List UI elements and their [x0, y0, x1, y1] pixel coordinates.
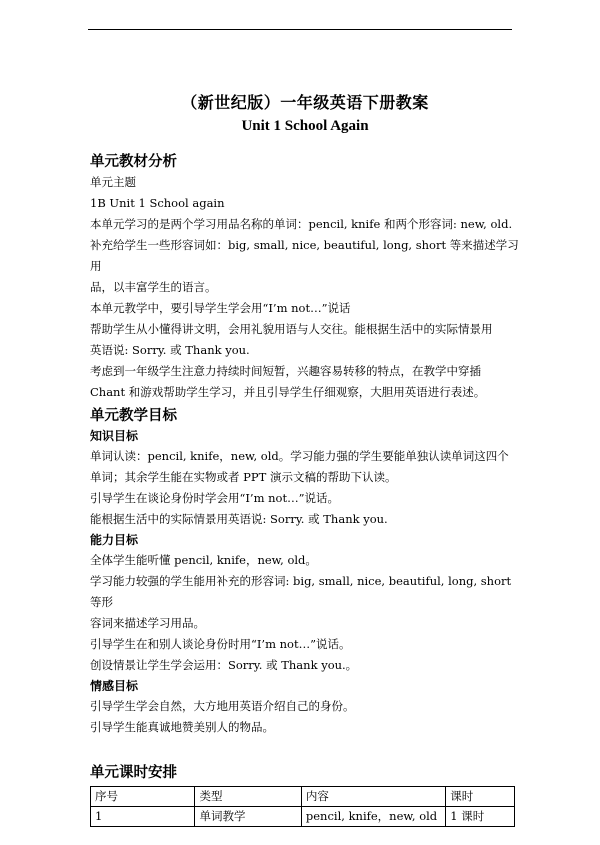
paragraph-line: 单词；其余学生能在实物或者 PPT 演示文稿的帮助下认读。	[90, 470, 397, 484]
table-cell: 1 课时	[446, 807, 515, 827]
paragraph-line: 引导学生在和别人谈论身份时用“I’m not…”说话。	[90, 637, 351, 651]
paragraph-line: 补充给学生一些形容词如：big, small, nice, beautiful, long, short 等来描述学习用	[90, 238, 519, 273]
table-header-cell: 课时	[446, 787, 515, 807]
subheading-ability: 能力目标	[90, 533, 139, 547]
table-header-cell: 序号	[91, 787, 195, 807]
table-header-cell: 内容	[301, 787, 445, 807]
paragraph-line: 引导学生学会自然，大方地用英语介绍自己的身份。	[90, 699, 355, 713]
paragraph-line: 引导学生能真诚地赞美别人的物品。	[90, 720, 274, 734]
section-heading-analysis: 单元教材分析	[90, 153, 177, 170]
subheading-emotion: 情感目标	[90, 679, 139, 693]
paragraph-line: 本单元学习的是两个学习用品名称的单词：pencil, knife 和两个形容词: new, old.	[90, 217, 513, 231]
table-header-row	[91, 787, 515, 807]
table-row	[91, 807, 515, 827]
section-heading-schedule: 单元课时安排	[90, 764, 177, 781]
paragraph-line: 单元主题	[90, 175, 136, 189]
paragraph-line: 容词来描述学习用品。	[90, 616, 205, 630]
paragraph-line: 全体学生能听懂 pencil, knife，new, old。	[90, 553, 317, 567]
table-cell: 1	[91, 807, 195, 827]
document-title: （新世纪版）一年级英语下册教案	[181, 93, 429, 112]
subheading-knowledge: 知识目标	[90, 429, 139, 443]
paragraph-line: 本单元教学中，要引导学生学会用“I’m not…”说话	[90, 301, 351, 315]
paragraph-line: 1B Unit 1 School again	[90, 196, 225, 210]
paragraph-line: 英语说: Sorry. 或 Thank you.	[90, 343, 250, 357]
schedule-table	[90, 786, 515, 827]
paragraph-line: 考虑到一年级学生注意力持续时间短暂，兴趣容易转移的特点，在教学中穿插	[90, 364, 481, 378]
paragraph-line: 学习能力较强的学生能用补充的形容词: big, small, nice, beautiful, long, short 等形	[90, 574, 512, 609]
paragraph-line: 单词认读：pencil, knife，new, old。学习能力强的学生要能单独认读单词这四个	[90, 449, 509, 463]
paragraph-line: 创设情景让学生学会运用：Sorry. 或 Thank you.。	[90, 658, 358, 672]
spacer	[90, 738, 520, 760]
document-body	[90, 92, 520, 827]
paragraph-line: Chant 和游戏帮助学生学习，并且引导学生仔细观察，大胆用英语进行表述。	[90, 385, 486, 399]
paragraph-line: 能根据生活中的实际情景用英语说: Sorry. 或 Thank you.	[90, 512, 388, 526]
paragraph-line: 引导学生在谈论身份时学会用“I’m not…”说话。	[90, 491, 339, 505]
header-rule	[88, 29, 512, 30]
document-subtitle: Unit 1 School Again	[241, 118, 369, 134]
table-header-cell: 类型	[195, 787, 301, 807]
section-heading-objectives: 单元教学目标	[90, 407, 177, 424]
paragraph-line: 品，以丰富学生的语言。	[90, 280, 217, 294]
table-cell: 单词教学	[195, 807, 301, 827]
paragraph-line: 帮助学生从小懂得讲文明，会用礼貌用语与人交往。能根据生活中的实际情景用	[90, 322, 493, 336]
table-cell: pencil, knife，new, old	[301, 807, 445, 827]
